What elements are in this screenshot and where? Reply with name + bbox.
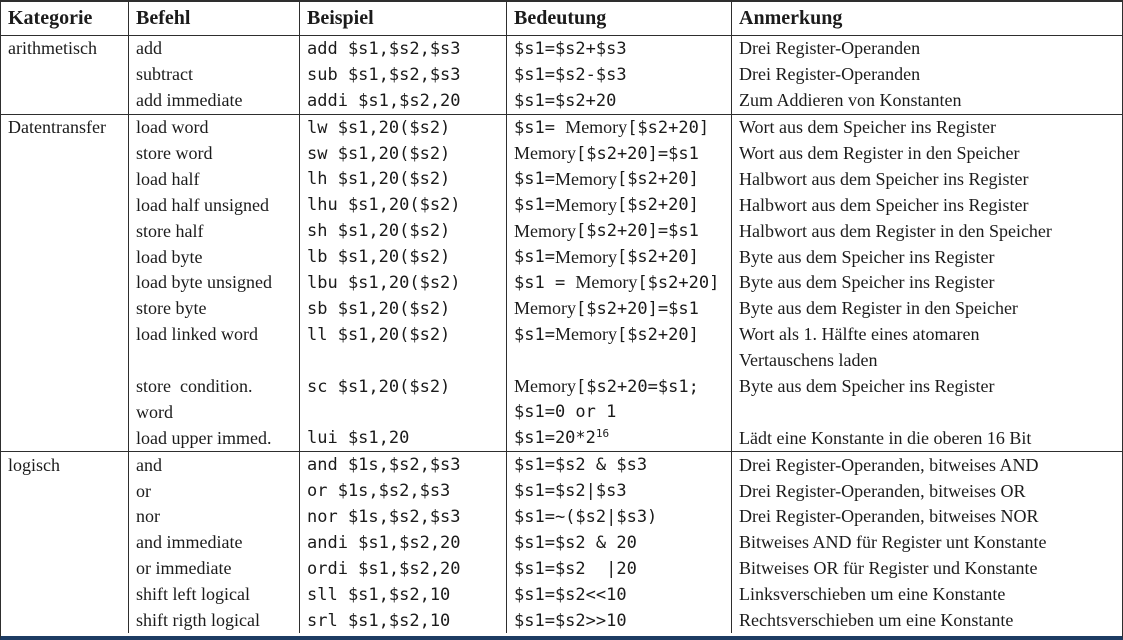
cell-beispiel: ordi $s1,$s2,20 [299,556,506,582]
cell-anmerkung: Vertauschens laden [731,348,1122,374]
cell-anmerkung: Byte aus dem Speicher ins Register [731,244,1122,270]
bedeutung-segment: [$s2+20] [616,169,699,190]
bedeutung-segment: $s1=$s2 & $s3 [514,455,648,476]
cell-befehl [128,348,299,374]
bedeutung-segment: $s1= [514,117,566,138]
cell-kategorie [1,374,128,400]
cell-kategorie: arithmetisch [8,38,97,59]
cell-kategorie [1,270,128,296]
bedeutung-segment: [$s2+20] [627,117,710,138]
table-row [1,322,1122,348]
cell-befehl: load word [128,115,299,141]
cell-bedeutung [506,296,731,322]
bedeutung-segment: [$s2+20] [616,324,699,345]
cell-beispiel: and $1s,$s2,$s3 [299,452,506,478]
cell-bedeutung [506,530,731,556]
cell-befehl: store word [128,141,299,167]
cell-kategorie [1,296,128,322]
cell-beispiel: add $s1,$s2,$s3 [299,36,506,62]
bedeutung-segment: $s1=$s2>>10 [514,610,627,631]
cell-kategorie [1,218,128,244]
cell-beispiel: srl $s1,$s2,10 [299,608,506,634]
cell-anmerkung: Wort aus dem Speicher ins Register [731,115,1122,141]
table-section-logisch [1,451,1122,633]
cell-anmerkung: Halbwort aus dem Register in den Speicher [731,218,1122,244]
header-kategorie: Kategorie [8,7,93,29]
bedeutung-segment: $s1= [514,195,555,216]
cell-anmerkung: Halbwort aus dem Speicher ins Register [731,166,1122,192]
table-row [1,425,1122,451]
table-row [1,88,1122,114]
cell-bedeutung [506,322,731,348]
table-row [1,141,1122,167]
cell-anmerkung: Drei Register-Operanden [731,36,1122,62]
cell-anmerkung: Drei Register-Operanden, bitweises NOR [731,504,1122,530]
bedeutung-segment: [$s2+20]=$s1 [576,143,699,164]
cell-befehl: or [128,478,299,504]
bedeutung-segment: Memory [514,143,576,163]
cell-bedeutung [506,374,731,400]
cell-bedeutung [506,36,731,62]
cell-befehl: shift left logical [128,582,299,608]
cell-kategorie [1,608,128,634]
bedeutung-segment: $s1=$s2 & 20 [514,532,637,553]
cell-beispiel: sll $s1,$s2,10 [299,582,506,608]
cell-befehl: nor [128,504,299,530]
cell-bedeutung [506,399,731,425]
bedeutung-segment: $s1=$s2<<10 [514,584,627,605]
cell-befehl: word [128,399,299,425]
cell-anmerkung [731,399,1122,425]
cell-bedeutung [506,452,731,478]
bedeutung-segment: [$s2+20]=$s1 [576,298,699,319]
cell-kategorie: logisch [8,454,60,475]
cell-bedeutung [506,270,731,296]
cell-kategorie [1,556,128,582]
table-body [1,36,1122,633]
cell-kategorie [1,478,128,504]
cell-anmerkung: Rechtsverschieben um eine Konstante [731,608,1122,634]
cell-anmerkung: Drei Register-Operanden [731,62,1122,88]
bedeutung-segment: $s1=$s2+20 [514,90,617,111]
cell-befehl: and [128,452,299,478]
cell-bedeutung [506,192,731,218]
cell-anmerkung: Zum Addieren von Konstanten [731,88,1122,114]
bedeutung-segment: 16 [595,427,610,441]
header-anmerkung: Anmerkung [731,2,1122,35]
bedeutung-segment: $s1=$s2+$s3 [514,38,627,59]
table-row [1,62,1122,88]
cell-bedeutung [506,218,731,244]
table-row [1,504,1122,530]
table-row [1,218,1122,244]
cell-anmerkung: Drei Register-Operanden, bitweises AND [731,452,1122,478]
cell-befehl: load half [128,166,299,192]
cell-anmerkung: Byte aus dem Speicher ins Register [731,374,1122,400]
table-row [1,270,1122,296]
bedeutung-segment: $s1= [514,169,555,190]
cell-anmerkung: Wort aus dem Register in den Speicher [731,141,1122,167]
bedeutung-segment: $s1=$s2-$s3 [514,64,627,85]
cell-beispiel: lh $s1,20($s2) [299,166,506,192]
cell-beispiel: lhu $s1,20($s2) [299,192,506,218]
cell-befehl: load half unsigned [128,192,299,218]
cell-anmerkung: Drei Register-Operanden, bitweises OR [731,478,1122,504]
table-row [1,115,1122,141]
cell-kategorie [1,88,128,114]
cell-bedeutung [506,62,731,88]
cell-bedeutung [506,582,731,608]
bedeutung-segment: [$s2+20] [637,272,720,293]
cell-befehl: load byte [128,244,299,270]
table-row [1,556,1122,582]
bedeutung-segment: $s1 = [514,272,576,293]
bedeutung-segment: Memory [514,220,576,241]
table-row [1,608,1122,634]
table-row [1,192,1122,218]
header-beispiel: Beispiel [299,2,506,35]
cell-befehl: store half [128,218,299,244]
table-row [1,244,1122,270]
cell-kategorie [1,322,128,348]
cell-anmerkung: Bitweises AND für Register unt Konstante [731,530,1122,556]
cell-bedeutung [506,425,731,451]
bedeutung-segment: [$s2+20] [616,247,699,268]
table-row [1,582,1122,608]
cell-beispiel: sub $s1,$s2,$s3 [299,62,506,88]
cell-kategorie [1,244,128,270]
cell-beispiel [299,348,506,374]
cell-beispiel: lb $s1,20($s2) [299,244,506,270]
cell-anmerkung: Wort als 1. Hälfte eines atomaren [731,322,1122,348]
cell-kategorie [1,425,128,451]
cell-kategorie [1,530,128,556]
table-row [1,399,1122,425]
cell-befehl: shift rigth logical [128,608,299,634]
cell-kategorie [1,504,128,530]
bedeutung-segment: Memory [554,324,617,345]
cell-befehl: add immediate [128,88,299,114]
cell-kategorie [1,166,128,192]
bedeutung-segment: [$s2+20]=$s1 [576,221,699,242]
bedeutung-segment: $s1=$s2 |20 [514,558,637,579]
cell-bedeutung [506,115,731,141]
cell-anmerkung: Bitweises OR für Register und Konstante [731,556,1122,582]
cell-beispiel: sb $s1,20($s2) [299,296,506,322]
table-row [1,452,1122,478]
cell-kategorie [1,192,128,218]
cell-anmerkung: Halbwort aus dem Speicher ins Register [731,192,1122,218]
table-row [1,530,1122,556]
cell-bedeutung [506,478,731,504]
cell-anmerkung: Byte aus dem Register in den Speicher [731,296,1122,322]
cell-anmerkung: Lädt eine Konstante in die oberen 16 Bit [731,425,1122,451]
header-befehl: Befehl [128,2,299,35]
cell-beispiel: lui $s1,20 [299,425,506,451]
bedeutung-segment: $s1= [514,324,555,345]
cell-befehl: and immediate [128,530,299,556]
bedeutung-segment: Memory [514,298,576,319]
cell-befehl: store condition. [128,374,299,400]
header-bedeutung: Bedeutung [506,2,731,35]
cell-bedeutung [506,348,731,374]
bedeutung-segment: Memory [514,376,576,397]
cell-kategorie [1,582,128,608]
cell-beispiel: sw $s1,20($s2) [299,141,506,167]
bedeutung-segment: Memory [554,246,617,267]
cell-befehl: add [128,36,299,62]
cell-anmerkung: Byte aus dem Speicher ins Register [731,270,1122,296]
cell-befehl: load linked word [128,322,299,348]
cell-bedeutung [506,141,731,167]
cell-beispiel: addi $s1,$s2,20 [299,88,506,114]
table-row [1,166,1122,192]
table-row [1,348,1122,374]
cell-befehl: load upper immed. [128,425,299,451]
table-row [1,478,1122,504]
table-section-arithmetisch [1,36,1122,114]
cell-kategorie: Datentransfer [8,117,106,138]
cell-beispiel: andi $s1,$s2,20 [299,530,506,556]
bedeutung-segment: $s1=~($s2|$s3) [514,506,658,527]
table-section-datentransfer [1,114,1122,452]
table-row [1,36,1122,62]
cell-beispiel: nor $1s,$s2,$s3 [299,504,506,530]
bedeutung-segment: [$s2+20=$s1; [576,376,699,397]
cell-kategorie [1,399,128,425]
cell-befehl: store byte [128,296,299,322]
cell-bedeutung [506,166,731,192]
cell-beispiel [299,399,506,425]
cell-kategorie [1,348,128,374]
cell-befehl: subtract [128,62,299,88]
cell-kategorie [1,62,128,88]
bedeutung-segment: Memory [554,194,617,215]
bedeutung-segment: Memory [565,117,628,138]
bedeutung-segment: Memory [554,168,617,189]
table-row [1,296,1122,322]
cell-bedeutung [506,556,731,582]
bedeutung-segment: $s1=20*2 [514,428,596,449]
cell-beispiel: lbu $s1,20($s2) [299,270,506,296]
cell-anmerkung: Linksverschieben um eine Konstante [731,582,1122,608]
cell-befehl: or immediate [128,556,299,582]
cell-bedeutung [506,608,731,634]
table-header-row [1,2,1122,36]
bedeutung-segment: $s1= [514,247,555,268]
cell-beispiel: ll $s1,20($s2) [299,322,506,348]
bedeutung-segment: Memory [575,272,638,293]
table-row [1,374,1122,400]
bedeutung-segment: $s1=0 or 1 [514,402,617,423]
cell-bedeutung [506,504,731,530]
cell-kategorie [1,141,128,167]
cell-bedeutung [506,244,731,270]
bedeutung-segment: [$s2+20] [616,195,699,216]
cell-beispiel: sh $s1,20($s2) [299,218,506,244]
bedeutung-segment: $s1=$s2|$s3 [514,481,627,502]
cell-beispiel: sc $s1,20($s2) [299,374,506,400]
cell-beispiel: or $1s,$s2,$s3 [299,478,506,504]
cell-beispiel: lw $s1,20($s2) [299,115,506,141]
cell-bedeutung [506,88,731,114]
cell-befehl: load byte unsigned [128,270,299,296]
